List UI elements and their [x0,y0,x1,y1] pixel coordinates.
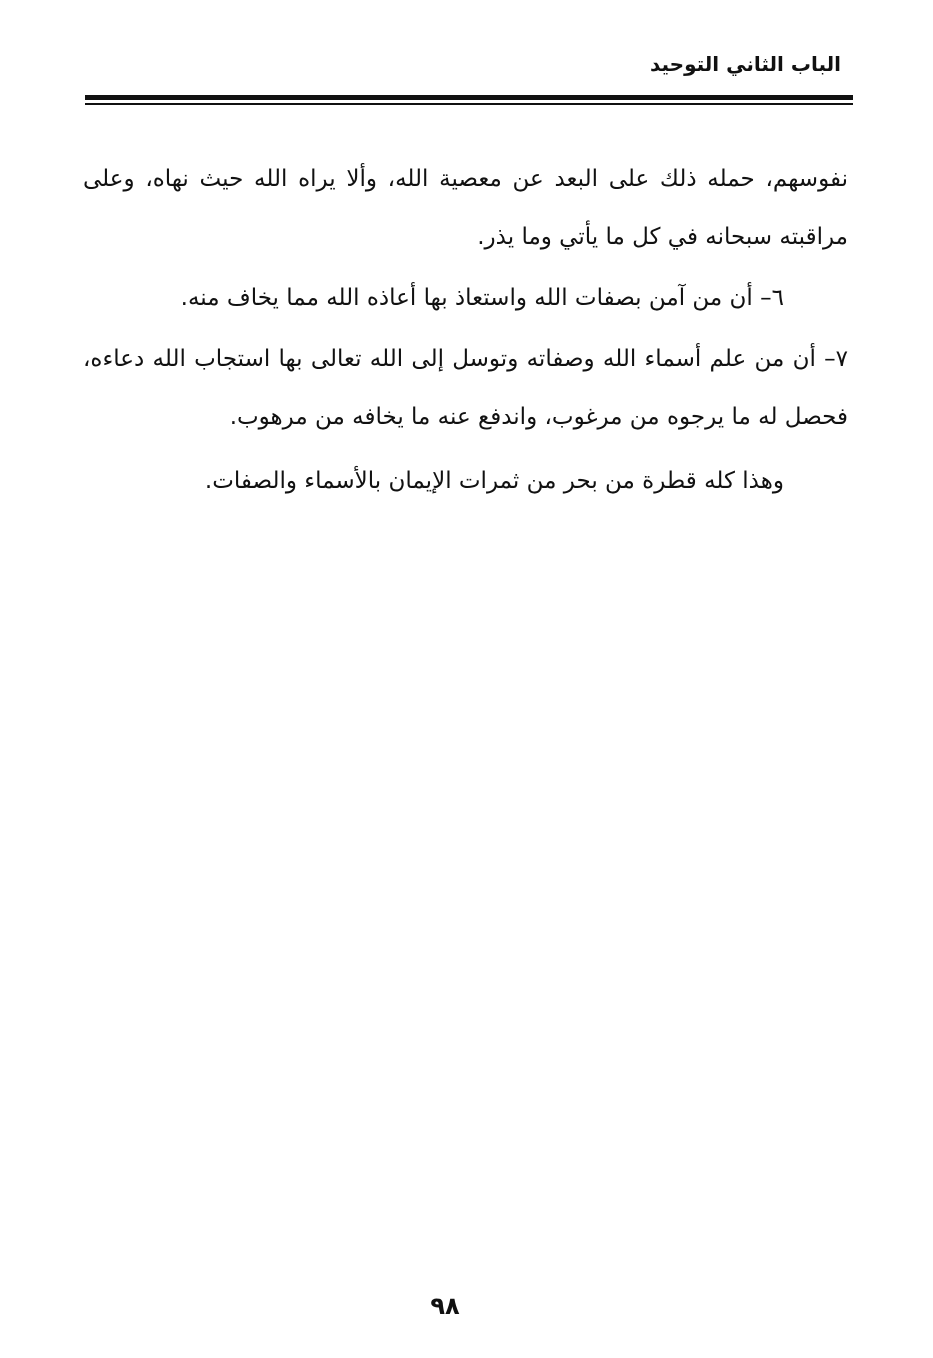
running-header: الباب الثاني التوحيد [649,52,841,76]
header-rule-thin [85,103,853,105]
body-text [83,150,848,510]
paragraph-item-6: ٦– أن من آمن بصفات الله واستعاذ بها أعاذه الله مما يخاف منه. [180,285,784,311]
paragraph-closing: وهذا كله قطرة من بحر من ثمرات الإيمان بالأسماء والصفات. [204,468,784,494]
page-number: ٩٨ [430,1292,460,1320]
header-rule-thick [85,95,853,100]
paragraph-item-7: ٧– أن من علم أسماء الله وصفاته وتوسل إلى الله تعالى بها استجاب الله دعاءه، فحصل له ما يرجوه من مرغوب، واندفع عنه ما يخافه من مرهوب. [83,346,848,430]
paragraph-continuation: نفوسهم، حمله ذلك على البعد عن معصية الله، وألا يراه الله حيث نهاه، وعلى مراقبته سبحانه في كل ما يأتي وما يذر. [83,166,848,250]
